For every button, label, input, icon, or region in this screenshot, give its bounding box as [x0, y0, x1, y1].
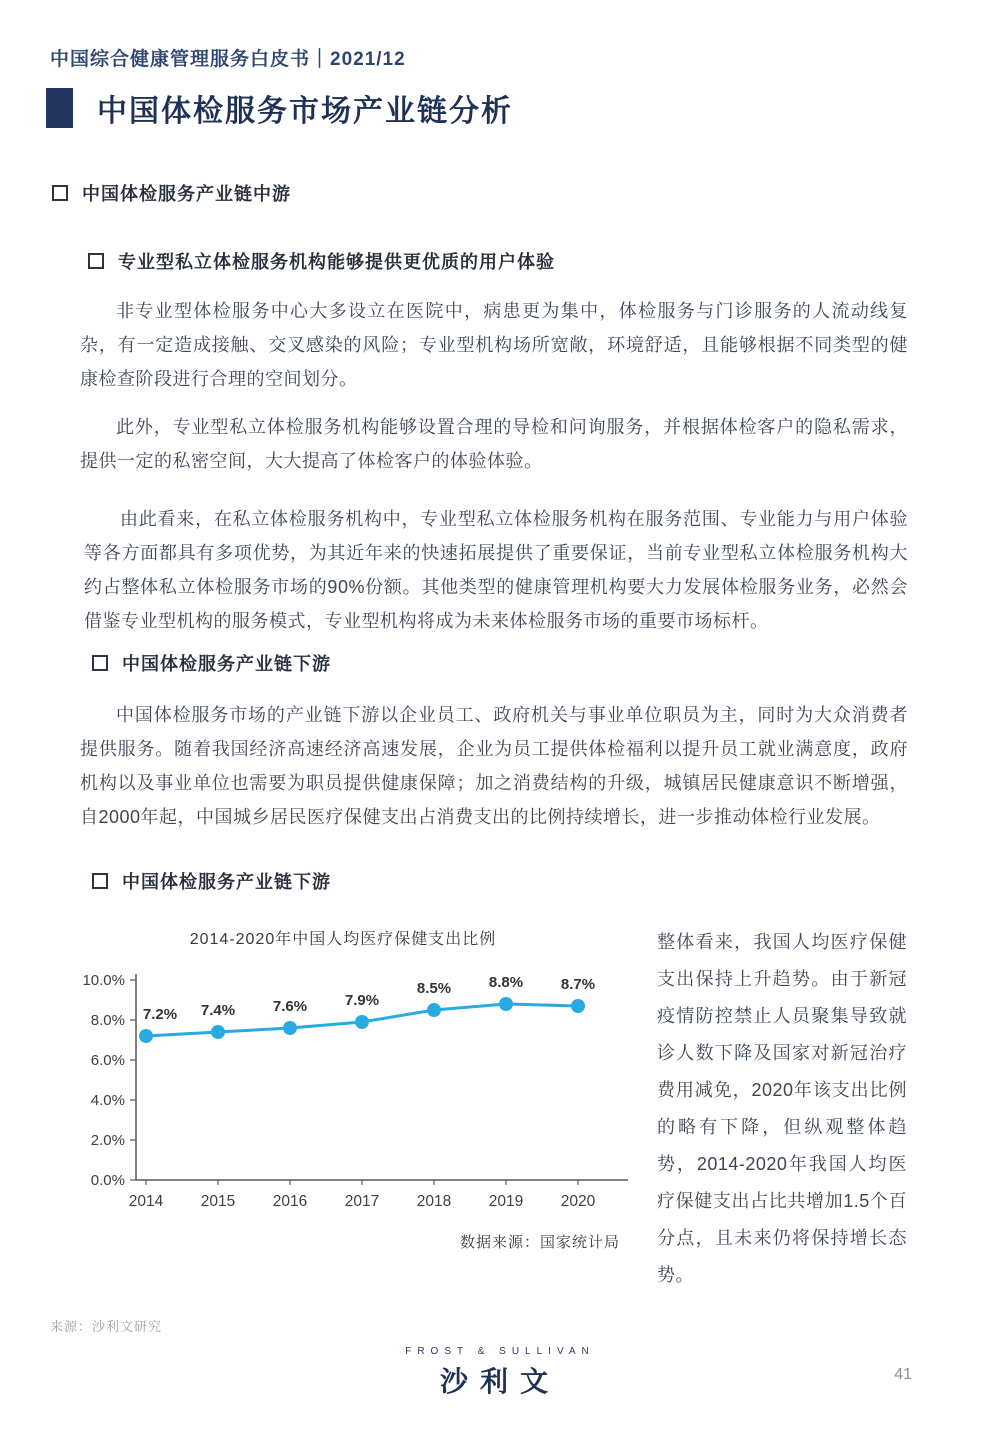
svg-text:2016: 2016 — [272, 1193, 308, 1210]
title-square-marker-icon — [46, 88, 73, 128]
paragraph-market-share: 由此看来，在私立体检服务机构中，专业型私立体检服务机构在服务范围、专业能力与用户体验等各方面都具有多项优势，为其近年来的快速拓展提供了重要保证，当前专业型私立体检服务机构大约占整体私立体检服务市场的90%份额。其他类型的健康管理机构要大力发展体检服务业务，必然会借鉴专业型机构的服务模式，专业型机构将成为未来体检服务市场的重要市场标杆。 — [84, 509, 908, 631]
paragraph-nonspecialized-centers: 非专业型体检服务中心大多设立在医院中，病患更为集中，体检服务与门诊服务的人流动线复杂，有一定造成接触、交叉感染的风险；专业型机构场所宽敞，环境舒适，且能够根据不同类型的健康检查阶段进行合理的空间划分。 — [80, 301, 908, 389]
square-bullet-icon — [52, 185, 68, 201]
svg-text:0.0%: 0.0% — [90, 1172, 125, 1189]
paragraph-downstream-customers: 中国体检服务市场的产业链下游以企业员工、政府机关与事业单位职员为主，同时为大众消费者提供服务。随着我国经济高速经济高速发展，企业为员工提供体检福利以提升员工就业满意度，政府机构以及事业单位也需要为职员提供健康保障；加之消费结构的升级，城镇居民健康意识不断增强，自2000年起，中国城乡居民医疗保健支出占消费支出的比例持续增长，进一步推动体检行业发展。 — [80, 705, 908, 827]
doc-header-title: 中国综合健康管理服务白皮书｜2021/12 — [50, 49, 406, 70]
logo-en-text: FROST & SULLIVAN — [405, 1346, 595, 1357]
svg-text:2017: 2017 — [344, 1193, 380, 1210]
square-bullet-icon — [88, 253, 104, 269]
aside-commentary: 整体看来，我国人均医疗保健支出保持上升趋势。由于新冠疫情防控禁止人员聚集导致就诊人数下降及国家对新冠治疗费用减免，2020年该支出比例的略有下降，但纵观整体趋势，2014-2020年我国人均医疗保健支出占比共增加1.5个百分点，且未来仍将保持增长态势。 — [657, 932, 907, 1285]
subsection-heading-text: 中国体检服务产业链下游 — [122, 654, 331, 674]
page-title: 中国体检服务市场产业链分析 — [97, 95, 513, 128]
svg-text:2014: 2014 — [128, 1193, 164, 1210]
square-bullet-icon — [92, 873, 108, 889]
paragraph-guided-services: 此外，专业型私立体检服务机构能够设置合理的导检和问询服务，并根据体检客户的隐私需求，提供一定的私密空间，大大提高了体检客户的体验体验。 — [80, 417, 908, 471]
svg-text:2015: 2015 — [200, 1193, 236, 1210]
svg-text:8.8%: 8.8% — [488, 974, 524, 991]
page-number: 41 — [894, 1366, 912, 1383]
svg-text:8.5%: 8.5% — [416, 980, 452, 997]
logo-cn-text: 沙利文 — [439, 1366, 560, 1397]
svg-text:7.4%: 7.4% — [200, 1002, 236, 1019]
svg-text:7.6%: 7.6% — [272, 998, 308, 1015]
line-chart-canvas — [58, 918, 648, 1218]
subsection-heading-text: 中国体检服务产业链下游 — [122, 872, 331, 892]
subsection-heading-downstream-1 — [92, 650, 331, 676]
subsection-heading-downstream-2 — [92, 868, 331, 894]
svg-text:6.0%: 6.0% — [90, 1052, 125, 1069]
subsection-heading-text: 专业型私立体检服务机构能够提供更优质的用户体验 — [118, 252, 555, 272]
footer-source-note: 来源：沙利文研究 — [50, 1319, 163, 1334]
svg-text:2020: 2020 — [560, 1193, 596, 1210]
svg-text:2014-2020年中国人均医疗保健支出比例: 2014-2020年中国人均医疗保健支出比例 — [189, 931, 497, 948]
svg-text:8.7%: 8.7% — [560, 976, 596, 993]
chart-medical-expenditure — [58, 918, 648, 1252]
svg-text:2018: 2018 — [416, 1193, 452, 1210]
svg-text:8.0%: 8.0% — [90, 1012, 125, 1029]
svg-text:2.0%: 2.0% — [90, 1132, 125, 1149]
svg-text:4.0%: 4.0% — [90, 1092, 125, 1109]
svg-text:10.0%: 10.0% — [82, 972, 125, 989]
svg-text:2019: 2019 — [488, 1193, 524, 1210]
page-title-row — [46, 86, 513, 130]
svg-text:7.9%: 7.9% — [344, 992, 380, 1009]
subsection-heading-private-experience — [88, 248, 555, 274]
frost-sullivan-logo — [0, 1346, 1000, 1400]
section-heading-text: 中国体检服务产业链中游 — [82, 184, 291, 204]
section-heading-midstream — [52, 180, 291, 206]
svg-text:7.2%: 7.2% — [142, 1006, 178, 1023]
chart-data-source: 数据来源：国家统计局 — [459, 1234, 620, 1251]
square-bullet-icon — [92, 655, 108, 671]
